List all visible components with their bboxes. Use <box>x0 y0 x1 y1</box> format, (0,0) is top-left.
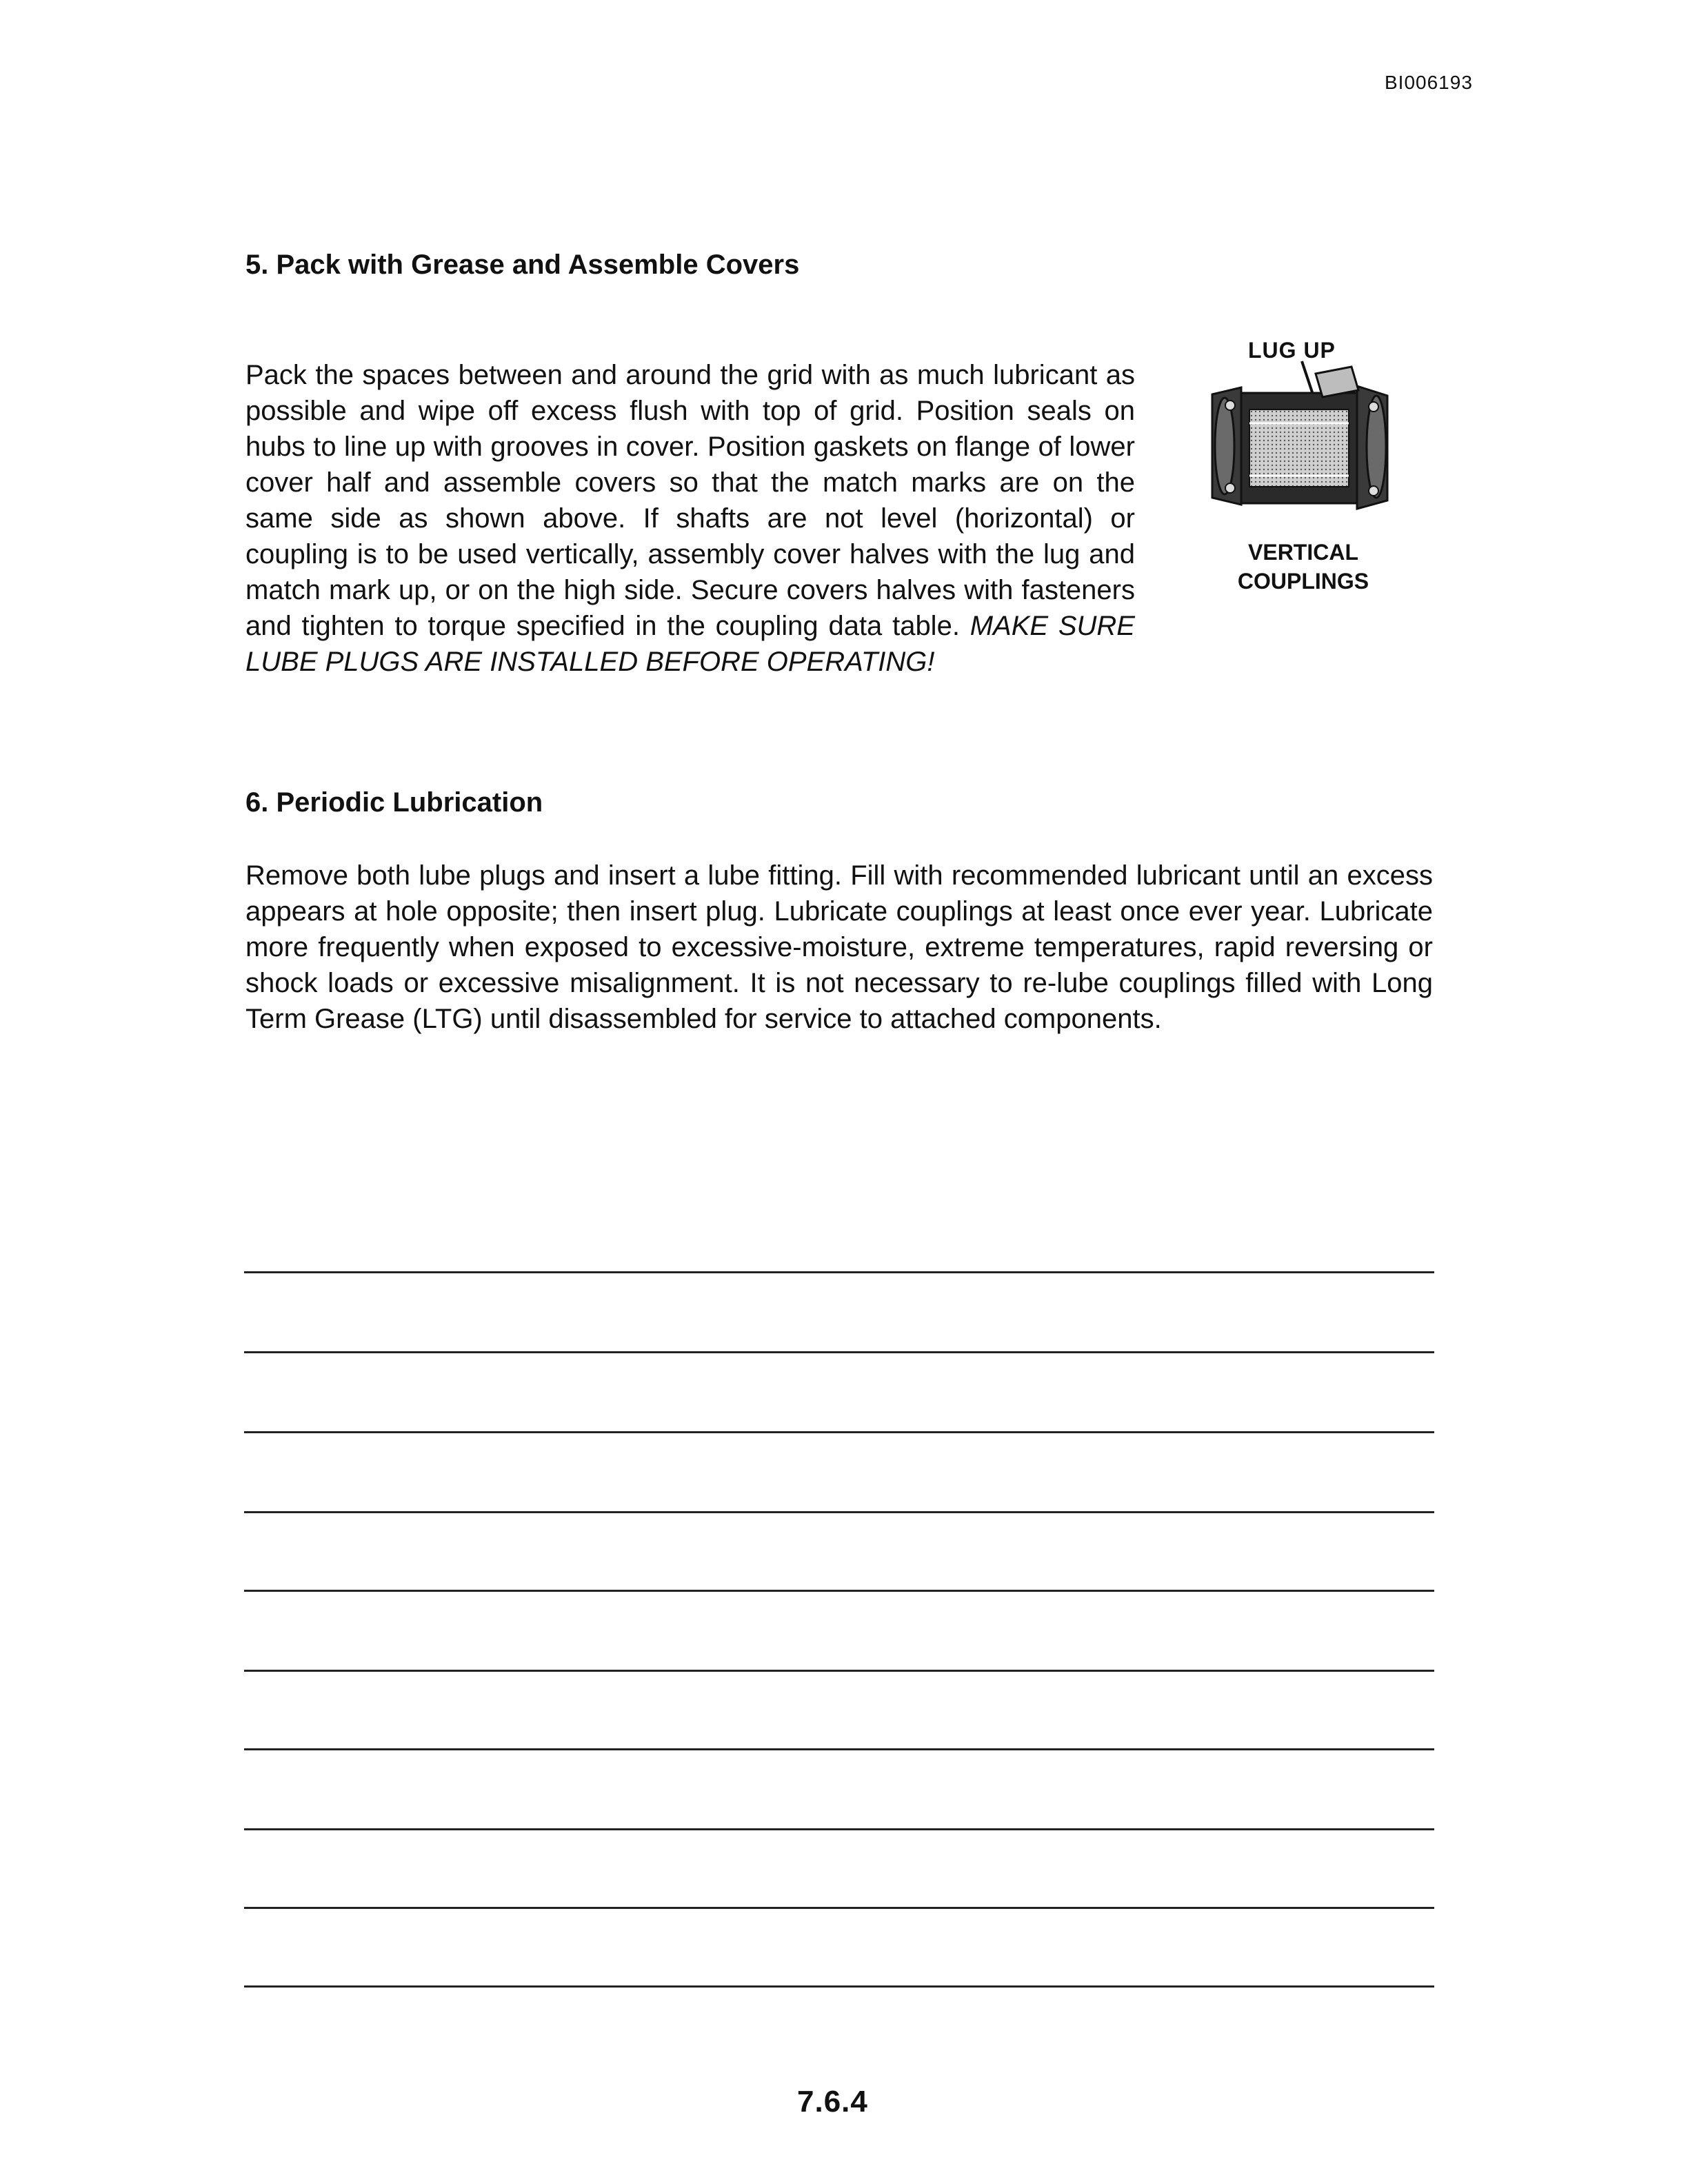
note-line <box>244 1590 1434 1592</box>
note-line <box>244 1271 1434 1273</box>
note-line <box>244 1985 1434 1988</box>
section-6-body: Remove both lube plugs and insert a lube fitting. Fill with recommended lubricant until an excess appears at hole opposite; then insert plug. Lubricate couplings at least once ever year. Lubricate more frequently when exposed to excessive-moisture, extreme temperatures, rapid reversing or shock loads or excessive misalignment. It is not necessary to re-lube couplings filled with Long Term Grease (LTG) until disassembled for service to attached components. <box>245 860 1433 1034</box>
section-5-heading: 5. Pack with Grease and Assemble Covers <box>245 250 800 280</box>
page-number: 7.6.4 <box>797 2085 868 2119</box>
figure-caption <box>1200 538 1407 596</box>
lube-plug-warning: MAKE SURE LUBE PLUGS ARE INSTALLED BEFORE OPERATING! <box>245 611 1135 677</box>
section-5-body <box>245 357 1135 680</box>
lug-up-label: LUG UP <box>1248 338 1336 363</box>
note-line <box>244 1351 1434 1353</box>
section-6-heading: 6. Periodic Lubrication <box>245 787 543 818</box>
note-line <box>244 1670 1434 1672</box>
note-line <box>244 1511 1434 1513</box>
document-id: BI006193 <box>1385 72 1473 93</box>
figure-caption-line-1: VERTICAL <box>1248 540 1358 565</box>
vertical-coupling-figure <box>1200 332 1407 608</box>
figure-caption-line-2: COUPLINGS <box>1237 569 1369 594</box>
section-5-text: Pack the spaces between and around the grid with as much lubricant as possible and wipe off excess flush with top of grid. Position seals on hubs to line up with grooves in cover. Position gaskets on flange of lower cover half and assemble covers so that the match marks are on the same side as shown above. If shafts are not level (horizontal) or coupling is to be used vertically, assembly cover halves with the lug and match mark up, or on the high side. Secure covers halves with fasteners and tighten to torque specified in the coupling data table. <box>245 360 1135 641</box>
coupling-illustration <box>1200 360 1407 532</box>
note-line <box>244 1828 1434 1830</box>
note-line <box>244 1748 1434 1750</box>
note-line <box>244 1431 1434 1433</box>
note-line <box>244 1907 1434 1909</box>
